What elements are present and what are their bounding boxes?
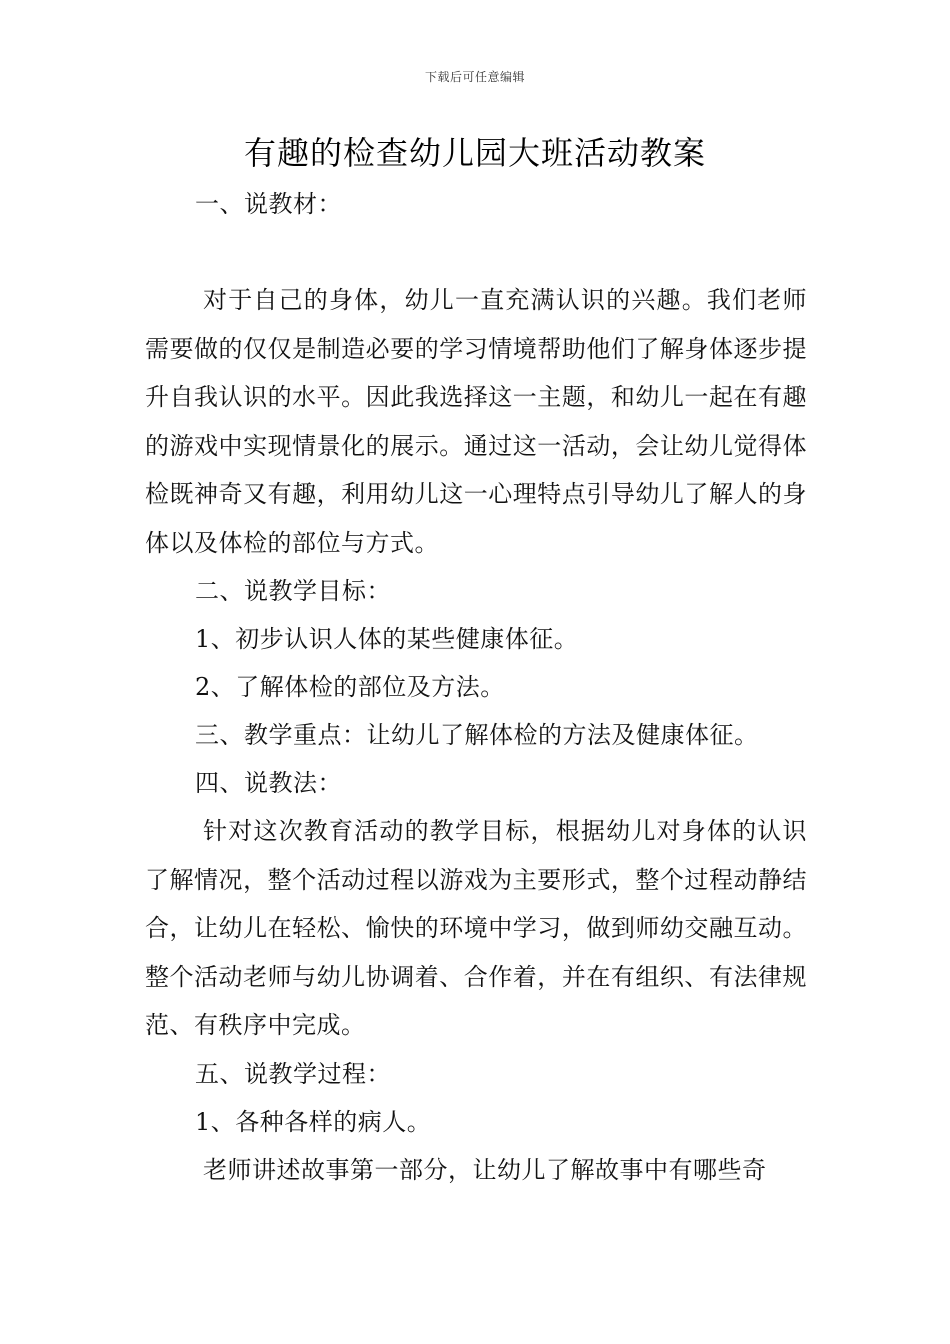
section-heading-teaching-process: 五、说教学过程： bbox=[195, 1059, 391, 1088]
section-heading-teaching-material: 一、说教材： bbox=[195, 190, 342, 218]
document-title: 有趣的检查幼儿园大班活动教案 bbox=[243, 134, 706, 172]
paragraph-teaching-process: 老师讲述故事第一部分，让幼儿了解故事中有哪些奇 bbox=[203, 1155, 767, 1184]
section-heading-objectives: 二、说教学目标： bbox=[195, 577, 391, 605]
document-body-main bbox=[145, 276, 807, 1194]
document-body bbox=[145, 180, 807, 228]
section-heading-key-points: 三、教学重点：让幼儿了解体检的方法及健康体征。 bbox=[195, 721, 759, 749]
header-note: 下载后可任意编辑 bbox=[424, 70, 525, 84]
process-item-1: 1、各种各样的病人。 bbox=[195, 1107, 432, 1136]
objective-item-1: 1、初步认识人体的某些健康体征。 bbox=[195, 625, 579, 653]
paragraph-teaching-material: 对于自己的身体，幼儿一直充满认识的兴趣。我们老师需要做的仅仅是制造必要的学习情境帮助他们了解身体逐步提升自我认识的水平。因此我选择这一主题，和幼儿一起在有趣的游戏中实现情景化的展示。通过这一活动，会让幼儿觉得体检既神奇又有趣，利用幼儿这一心理特点引导幼儿了解人的身体以及体检的部位与方式。 bbox=[145, 286, 807, 557]
section-heading-teaching-method: 四、说教法： bbox=[195, 769, 342, 797]
objective-item-2: 2、了解体检的部位及方法。 bbox=[195, 673, 505, 701]
paragraph-teaching-method: 针对这次教育活动的教学目标，根据幼儿对身体的认识了解情况，整个活动过程以游戏为主要形式，整个过程动静结合，让幼儿在轻松、愉快的环境中学习，做到师幼交融互动。整个活动老师与幼儿协调着、合作着，并在有组织、有法律规范、有秩序中完成。 bbox=[145, 817, 807, 1039]
